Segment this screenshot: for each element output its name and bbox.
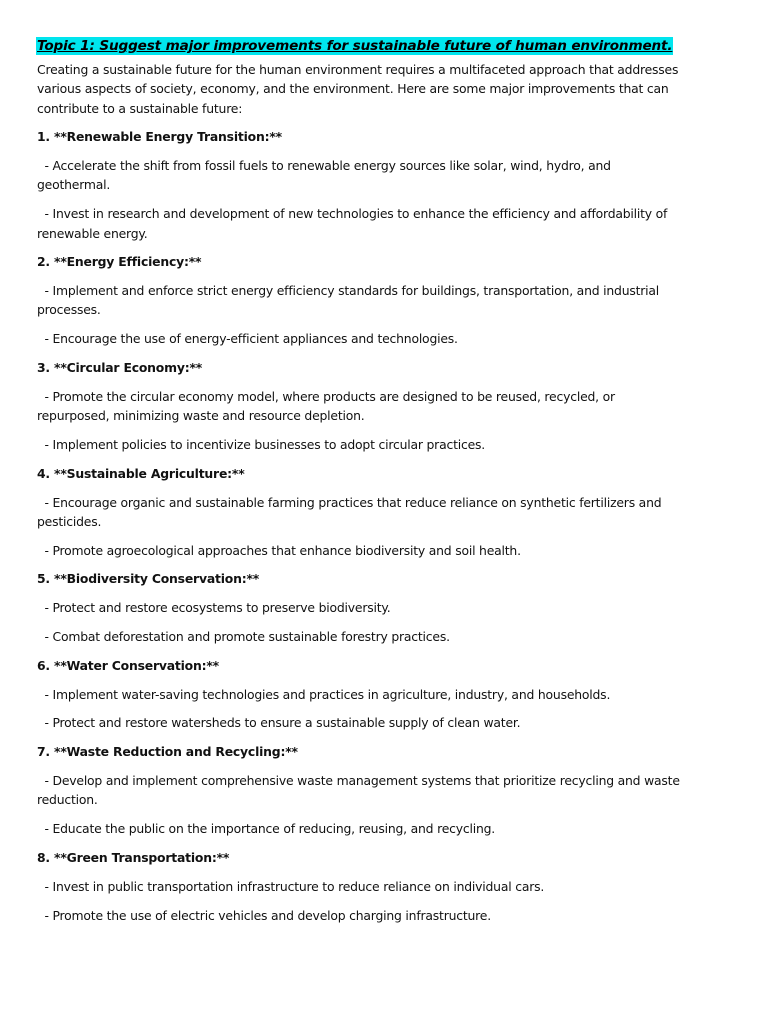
section-bullet [37, 877, 687, 896]
section-bullet [37, 771, 687, 810]
bullet-text: - Protect and restore ecosystems to preserve biodiversity. [44, 600, 391, 616]
bullet-text: - Educate the public on the importance of reducing, reusing, and recycling. [44, 821, 496, 837]
bullet-text: - Promote agroecological approaches that enhance biodiversity and soil health. [44, 542, 521, 558]
document-title: Topic 1: Suggest major improvements for sustainable future of human environment. [37, 38, 673, 54]
section-heading: 3. **Circular Economy:** [37, 360, 203, 376]
section-bullet [37, 156, 687, 195]
bullet-text: - Combat deforestation and promote sustainable forestry practices. [44, 629, 450, 645]
bullet-text: - Implement water-saving technologies and practices in agriculture, industry, and households. [44, 686, 611, 702]
bullet-text: - Develop and implement comprehensive waste management systems that prioritize recycling and waste reduction. [37, 773, 680, 808]
bullet-text: - Accelerate the shift from fossil fuels to renewable energy sources like solar, wind, hydro, and geothermal. [37, 158, 611, 193]
bullet-text: - Implement policies to incentivize businesses to adopt circular practices. [44, 436, 486, 452]
intro-paragraph: Creating a sustainable future for the human environment requires a multifaceted approach that addresses various aspects of society, economy, and the environment. Here are some major improvements that can contribute to a sustainable future: [37, 62, 679, 116]
section-bullet [37, 906, 687, 925]
section-bullet [37, 435, 687, 454]
title-container [36, 35, 716, 55]
section-bullet [37, 281, 687, 320]
sections-list [37, 127, 687, 924]
bullet-text: - Encourage the use of energy-efficient appliances and technologies. [44, 331, 458, 347]
section-heading: 5. **Biodiversity Conservation:** [37, 571, 260, 587]
bullet-text: - Encourage organic and sustainable farming practices that reduce reliance on synthetic fertilizers and pesticides. [37, 494, 662, 529]
bullet-text: - Protect and restore watersheds to ensure a sustainable supply of clean water. [44, 715, 521, 731]
section-bullet [37, 627, 687, 646]
section-heading: 7. **Waste Reduction and Recycling:** [37, 744, 298, 760]
bullet-text: - Invest in public transportation infrastructure to reduce reliance on individual cars. [44, 878, 545, 894]
section-bullet [37, 713, 687, 732]
section-heading: 4. **Sustainable Agriculture:** [37, 465, 245, 481]
section-heading: 8. **Green Transportation:** [37, 849, 230, 865]
section-bullet [37, 387, 687, 426]
section-bullet [37, 329, 687, 348]
section-bullet [37, 598, 687, 617]
section-heading: 2. **Energy Efficiency:** [37, 254, 202, 270]
section-bullet [37, 819, 687, 838]
section-bullet [37, 685, 687, 704]
section-heading: 1. **Renewable Energy Transition:** [37, 129, 282, 145]
section-heading: 6. **Water Conservation:** [37, 657, 219, 673]
section-bullet [37, 541, 687, 560]
section-bullet [37, 493, 687, 532]
bullet-text: - Promote the use of electric vehicles and develop charging infrastructure. [44, 907, 491, 923]
bullet-text: - Promote the circular economy model, where products are designed to be reused, recycled, or repurposed, minimizing waste and resource depletion. [37, 388, 615, 424]
bullet-text: - Invest in research and development of new technologies to enhance the efficiency and affordability of renewable energy. [37, 206, 668, 241]
document-body [37, 60, 687, 934]
section-bullet [37, 204, 687, 243]
bullet-text: - Implement and enforce strict energy efficiency standards for buildings, transportation, and industrial processes. [37, 283, 660, 318]
